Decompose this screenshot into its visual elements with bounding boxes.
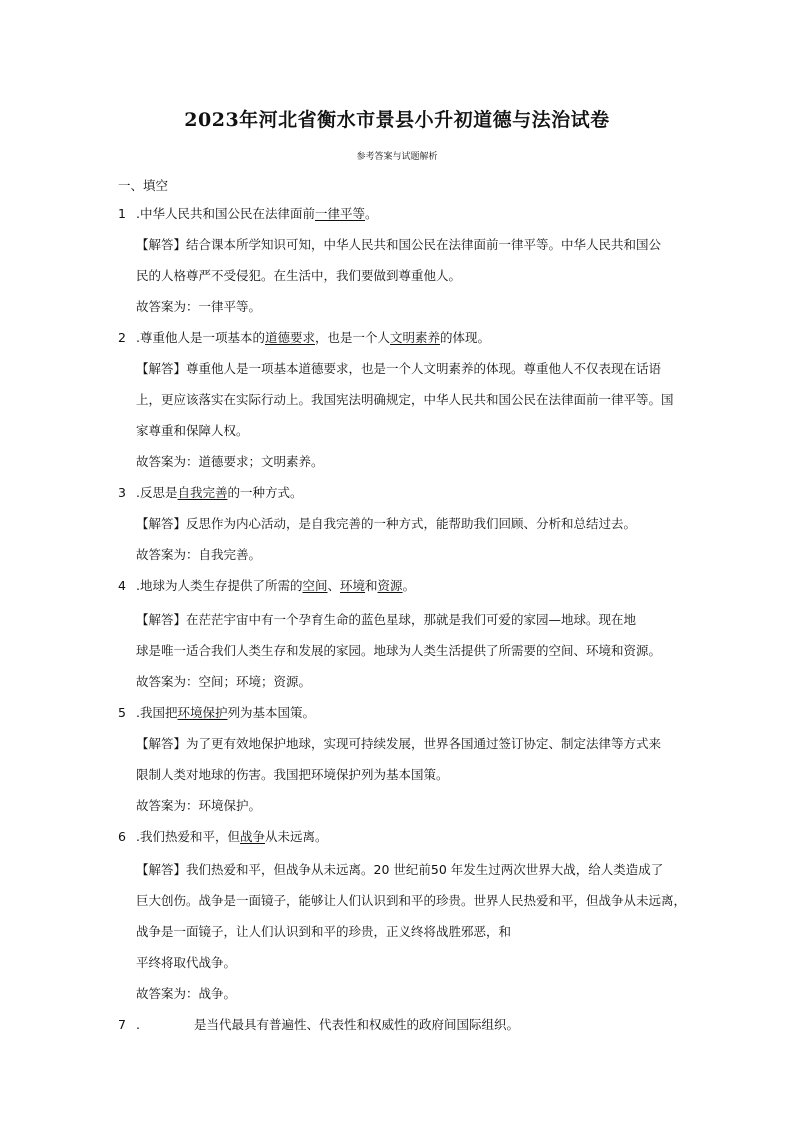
answer-line: 故答案为：道德要求；文明素养。 bbox=[136, 454, 324, 469]
analysis-line: 【解答】尊重他人是一项基本道德要求，也是一个人文明素养的体现。尊重他人不仅表现在话语 bbox=[136, 361, 662, 376]
answer-line: 故答案为：战争。 bbox=[136, 986, 237, 1001]
question-6: 6 .我们热爱和平，但战争从未远离。 bbox=[118, 829, 328, 844]
answer-underline: 自我完善 bbox=[177, 485, 228, 500]
section-heading: 一、填空 bbox=[118, 178, 169, 193]
answer-line: 故答案为：一律平等。 bbox=[136, 299, 262, 314]
answer-underline: 文明素养 bbox=[390, 330, 441, 345]
analysis-line: 【解答】在茫茫宇宙中有一个孕育生命的蓝色星球，那就是我们可爱的家园—地球。现在地 bbox=[136, 612, 637, 627]
answer-line: 故答案为：自我完善。 bbox=[136, 547, 262, 562]
question-4: 4 .地球为人类生存提供了所需的空间、环境和资源。 bbox=[118, 578, 416, 593]
analysis-line: 【解答】我们热爱和平，但战争从未远离。20 世纪前50 年发生过两次世界大战，给人类造成了 bbox=[136, 862, 664, 877]
analysis-line: 民的人格尊严不受侵犯。在生活中，我们要做到尊重他人。 bbox=[136, 268, 462, 283]
analysis-line: 巨大创伤。战争是一面镜子，能够让人们认识到和平的珍贵。世界人民热爱和平，但战争从未远离， bbox=[136, 893, 687, 908]
answer-underline: 战争 bbox=[239, 829, 265, 844]
analysis-line: 战争是一面镜子，让人们认识到和平的珍贵，正义终将战胜邪恶，和 bbox=[136, 924, 512, 939]
answer-underline: 资源 bbox=[377, 578, 403, 593]
question-2: 2 .尊重他人是一项基本的道德要求，也是一个人文明素养的体现。 bbox=[118, 330, 491, 345]
analysis-line: 【解答】反思作为内心活动，是自我完善的一种方式，能帮助我们回顾、分析和总结过去。 bbox=[136, 516, 637, 531]
analysis-line: 【解答】结合课本所学知识可知，中华人民共和国公民在法律面前一律平等。中华人民共和国公 bbox=[136, 237, 662, 252]
question-1: 1 .中华人民共和国公民在法律面前一律平等。 bbox=[118, 206, 378, 221]
question-3: 3 .反思是自我完善的一种方式。 bbox=[118, 485, 303, 500]
analysis-line: 平终将取代战争。 bbox=[136, 955, 237, 970]
answer-underline: 空间 bbox=[302, 578, 328, 593]
page-subtitle: 参考答案与试题解析 bbox=[356, 152, 438, 162]
question-7: 7 . 是当代最具有普遍性、代表性和权威性的政府间国际组织。 bbox=[118, 1017, 519, 1032]
question-5: 5 .我国把环境保护列为基本国策。 bbox=[118, 705, 316, 720]
analysis-line: 【解答】为了更有效地保护地球，实现可持续发展，世界各国通过签订协定、制定法律等方式来 bbox=[136, 736, 662, 751]
answer-line: 故答案为：空间；环境；资源。 bbox=[136, 674, 312, 689]
analysis-line: 限制人类对地球的伤害。我国把环境保护列为基本国策。 bbox=[136, 767, 449, 782]
analysis-line: 家尊重和保障人权。 bbox=[136, 423, 249, 438]
analysis-line: 球是唯一适合我们人类生存和发展的家园。地球为人类生活提供了所需要的空间、环境和资源。 bbox=[136, 643, 662, 658]
page-title: 2023年河北省衡水市景县小升初道德与法治试卷 bbox=[184, 109, 610, 131]
analysis-line: 上，更应该落实在实际行动上。我国宪法明确规定，中华人民共和国公民在法律面前一律平等。国 bbox=[136, 392, 674, 407]
answer-line: 故答案为：环境保护。 bbox=[136, 798, 262, 813]
answer-underline: 环境保护 bbox=[177, 705, 228, 720]
answer-underline: 道德要求 bbox=[264, 330, 315, 345]
answer-underline: 环境 bbox=[340, 578, 366, 593]
answer-underline: 一律平等 bbox=[314, 206, 365, 221]
